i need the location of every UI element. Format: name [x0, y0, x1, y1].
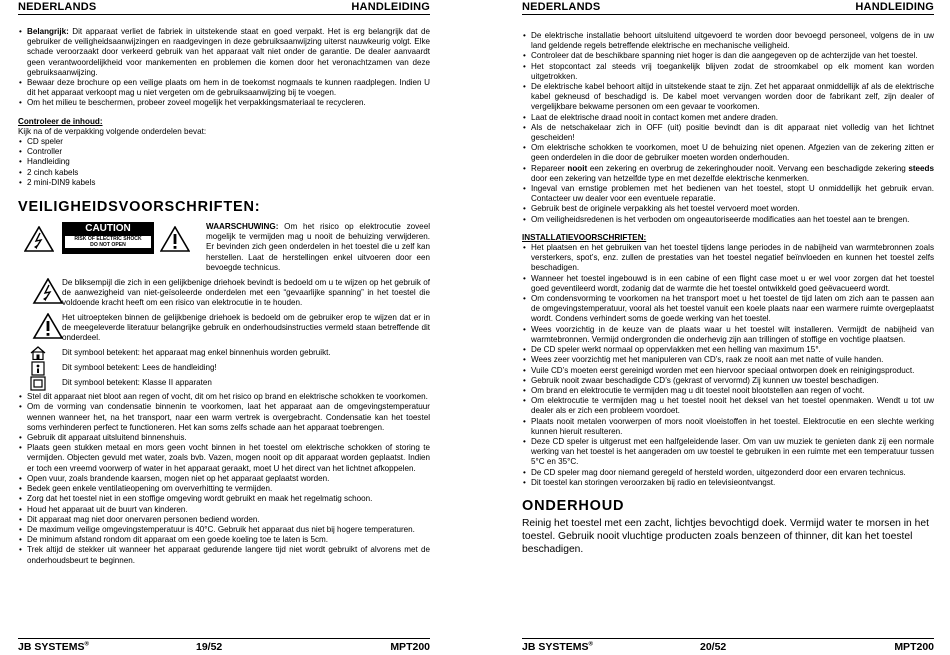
- warning-text: WAARSCHUWING: Om het risico op elektrocutie zoveel mogelijk te vermijden mag u nooit de behuizing verwijderen. Er bevinden zich geen onderdelen in het toestel die u zelf kan herstellen. Laat de herstellingen enkel uitvoeren door een bevoegde technicus.: [206, 222, 430, 272]
- install-title: INSTALLATIEVOORSCHRIFTEN:: [522, 232, 647, 242]
- footer-brand: JB SYSTEMS®: [18, 641, 89, 653]
- list-item: • Belangrijk: Dit apparaat verliet de fabriek in uitstekende staat en goed verpakt. Het is erg belangrijk dat de gebruiker de veiligheidsaanwijzingen en raadgevingen in deze gebruiksaanwijzing uiterst nauwkeurig volgt. Elke schade veroorzaakt door verkeerd gebruik van het apparaat valt niet onder de garantie. De dealer aanvaardt geen verantwoordelijkheid voor mankementen en problemen die komen door het veronachtzamen van deze gebruiksaanwijzing.: [18, 27, 430, 78]
- list-item: • Wees zeer voorzichtig met het manipuleren van CD’s, raak ze nooit aan met natte of vuile handen.: [522, 355, 934, 365]
- maintenance-text: Reinig het toestel met een zacht, lichtjes bevochtigd doek. Vermijd water te morsen in het toestel. Gebruik nooit vluchtige producten zoals benzeen of thinner, dit kan het toestel beschadigen.: [522, 517, 929, 555]
- safety-title: VEILIGHEIDSVOORSCHRIFTEN:: [18, 199, 261, 216]
- page-header: [522, 0, 934, 15]
- symbol-indoor-text: Dit symbool betekent: het apparaat mag enkel binnenhuis worden gebruikt.: [62, 348, 331, 358]
- list-item: • Het stopcontact zal steeds vrij toegankelijk blijven zodat de stroomkabel op elk moment kan worden uitgetrokken.: [522, 62, 934, 82]
- list-item: • De maximum veilige omgevingstemperatuur is 40°C. Gebruik het apparaat dus niet bij hogere temperaturen.: [18, 525, 430, 535]
- list-item: • Plaats nooit metalen voorwerpen of mors nooit vloeistoffen in het toestel. Elektrocutie en een slechte werking kunnen hieruit resulteren.: [522, 417, 934, 437]
- manual-book-icon: [30, 361, 46, 376]
- caution-block: [18, 222, 430, 274]
- page-header: [18, 0, 430, 15]
- list-item: • Houd het apparaat uit de buurt van kinderen.: [18, 505, 430, 515]
- symbol-class2-row: [18, 376, 430, 391]
- list-item: • Om brand en elektrocutie te vermijden mag u dit toestel nooit blootstellen aan regen of vocht.: [522, 386, 934, 396]
- list-item: • Bewaar deze brochure op een veilige plaats om hem in de toekomst nogmaals te kunnen raadplegen. Indien U dit het apparaat verkoopt mag u niet vergeten om de gebruiksaanwijzing bij te voegen.: [18, 78, 430, 98]
- page-footer: [522, 638, 934, 655]
- caution-subtitle: RISK OF ELECTRIC SHOCK DO NOT OPEN: [65, 236, 151, 248]
- list-item: • Bedek geen enkele ventilatieopening om oververhitting te vermijden.: [18, 484, 430, 494]
- contents-list: [18, 137, 430, 188]
- list-item: • Gebruik nooit zwaar beschadigde CD’s (gekrast of vervormd) Zij kunnen uw toestel beschadigen.: [522, 376, 934, 386]
- footer-model: MPT200: [390, 641, 430, 653]
- intro-list: [18, 27, 430, 109]
- header-language: NEDERLANDS: [18, 1, 97, 13]
- page-footer: [18, 638, 430, 655]
- footer-brand: JB SYSTEMS®: [522, 641, 593, 653]
- symbol-exclaim-row: [18, 313, 430, 344]
- list-item: • Om condensvorming te voorkomen na het transport moet u het toestel de tijd laten om zich aan te passen aan de omgevingstemperatuur, vooral als het toestel vanuit een koele plaats naar een warmere ruimte overgeplaatst wordt. Condens verhindert soms de goede werking van het toestel.: [522, 294, 934, 325]
- list-item: • Om elektrocutie te vermijden mag u het toestel nooit het deksel van het toestel openmaken. Wendt u tot uw dealer als er zich een probleem voordoet.: [522, 396, 934, 416]
- list-item: • 2 cinch kabels: [18, 168, 430, 178]
- list-item: • Om de vorming van condensatie binnenin te voorkomen, laat het apparaat aan de omgevingstemperatuur wennen wanneer het, na het transport, naar een warm vertrek is overgebracht. Condensatie kan het toestel soms verhinderen perfect te functioneren. Het kan soms zelfs schade aan het apparaat toebrengen.: [18, 402, 430, 433]
- list-item: • De elektrische kabel behoort altijd in uitstekende staat te zijn. Zet het apparaat onmiddellijk af als de elektrische kabel gekneusd of beschadigd is. De kabel moet vervangen worden door de fabrikant zelf, zijn dealer of vergelijkbare bekwame personen om een gevaar te voorkomen.: [522, 82, 934, 113]
- footer-page-number: 20/52: [700, 641, 727, 653]
- house-icon: [30, 346, 46, 360]
- install-list: [522, 243, 934, 488]
- list-item: • Ingeval van ernstige problemen met het bedienen van het toestel, stopt U onmiddellijk het gebruik ervan. Contacteer uw dealer voor een eventuele reparatie.: [522, 184, 934, 204]
- list-item: • De elektrische installatie behoort uitsluitend uitgevoerd te worden door bevoegd personeel, volgens de in uw land geldende regels betreffende elektrische en mechanische veiligheid.: [522, 31, 934, 51]
- list-item: • Open vuur, zoals brandende kaarsen, mogen niet op het apparaat geplaatst worden.: [18, 474, 430, 484]
- lightning-triangle-icon: [24, 226, 54, 252]
- list-item: • Plaats geen stukken metaal en mors geen vocht binnen in het toestel om elektrische schokken of storing te vermijden. Objecten gevuld met water, zoals bvb. Vazen, mogen nooit op dit apparaat worden geplaatst. Indien er toch een vreemd voorwerp of water in het apparaat geraakt, moet U het direct van het lichtnet afkoppelen.: [18, 443, 430, 474]
- list-item: • Controller: [18, 147, 430, 157]
- list-item: • Om het milieu te beschermen, probeer zoveel mogelijk het verpakkingsmateriaal te recycleren.: [18, 98, 430, 108]
- symbol-lightning-row: [18, 278, 430, 309]
- list-item: • De CD speler werkt normaal op oppervlakken met een helling van maximum 15°.: [522, 345, 934, 355]
- header-title: HANDLEIDING: [855, 1, 934, 13]
- list-item: • De minimum afstand rondom dit apparaat om een goede koeling toe te laten is 5cm.: [18, 535, 430, 545]
- list-item: • Vuile CD’s moeten eerst gereinigd worden met een hiervoor speciaal ontworpen doek en reinigingsproduct.: [522, 366, 934, 376]
- footer-model: MPT200: [894, 641, 934, 653]
- symbol-indoor-row: [18, 346, 430, 361]
- list-item: • Deze CD speler is uitgerust met een halfgeleidende laser. Om van uw muziek te genieten dank zij een normale werking van het toestel is het aangeraden om uw toestel te gebruiken in een ruimte met een temperatuur tussen 5°C en 35°C.: [522, 437, 934, 468]
- contents-title: Controleer de inhoud:: [18, 116, 103, 126]
- caution-box: [62, 222, 154, 254]
- list-item: • Controleer dat de beschikbare spanning niet hoger is dan die aangegeven op de achterzijde van het toestel.: [522, 51, 934, 61]
- page-content: [522, 31, 934, 556]
- electrical-list: [522, 31, 934, 225]
- list-item: • Het plaatsen en het gebruiken van het toestel tijdens lange periodes in de nabijheid van warmtebronnen zoals versterkers, spot’s, enz. zullen de prestaties van het toestel negatief beïnvloeden en kunnen het toestel zelfs beschadigen.: [522, 243, 934, 274]
- list-item: • Stel dit apparaat niet bloot aan regen of vocht, dit om het risico op brand en elektrische schokken te voorkomen.: [18, 392, 430, 402]
- list-item: • 2 mini-DIN9 kabels: [18, 178, 430, 188]
- list-item: • Om veiligheidsredenen is het verboden om ongeautoriseerde modificaties aan het toestel aan te brengen.: [522, 215, 934, 225]
- page-left: [18, 0, 430, 654]
- header-title: HANDLEIDING: [351, 1, 430, 13]
- list-item: • Dit apparaat mag niet door onervaren personen bediend worden.: [18, 515, 430, 525]
- list-item: • Dit toestel kan storingen veroorzaken bij radio en televisieontvangst.: [522, 478, 934, 488]
- list-item: • Trek altijd de stekker uit wanneer het apparaat gedurende langere tijd niet wordt gebruikt of alvorens met de onderhoudsbeurt te beginnen.: [18, 545, 430, 565]
- symbol-read-text: Dit symbool betekent: Lees de handleiding!: [62, 363, 217, 373]
- page-content: [18, 27, 430, 566]
- contents-intro: Kijk na of de verpakking volgende onderdelen bevat:: [18, 126, 207, 136]
- double-square-icon: [30, 376, 46, 391]
- list-item: • Gebruik dit apparaat uitsluitend binnenshuis.: [18, 433, 430, 443]
- caution-title: CAUTION: [85, 223, 131, 235]
- caution-label: [18, 222, 198, 268]
- list-item: • De CD speler mag door niemand geregeld of hersteld worden, uitgezonderd door een ervaren technicus.: [522, 468, 934, 478]
- footer-page-number: 19/52: [196, 641, 223, 653]
- symbol-lightning-text: De bliksempijl die zich in een gelijkbenige driehoek bevindt is bedoeld om u te wijzen op het gebruik of de aanwezigheid van niet-geïsoleerde onderdelen met een “gevaarlijke spanning” in het toestel die voldoende kracht heeft om een risico van elektrocutie in te houden.: [62, 278, 430, 308]
- list-item: • Zorg dat het toestel niet in een stoffige omgeving wordt gebruikt en maak het regelmatig schoon.: [18, 494, 430, 504]
- exclamation-triangle-icon: [28, 313, 68, 339]
- safety-list: [18, 392, 430, 565]
- list-item: • Als de netschakelaar zich in OFF (uit) positie bevindt dan is dit apparaat niet volledig van het lichtnet gescheiden!: [522, 123, 934, 143]
- maintenance-title: ONDERHOUD: [522, 497, 625, 514]
- symbol-class2-text: Dit symbool betekent: Klasse II apparaten: [62, 378, 212, 388]
- list-item: • Wees voorzichtig in de keuze van de plaats waar u het toestel wilt installeren. Vermijdt de nabijheid van warmtebronnen. Vermijd ondergronden die onderhevig zijn aan trillingen of stoffige en vochtige plaatsen.: [522, 325, 934, 345]
- exclamation-triangle-icon: [160, 226, 190, 252]
- header-language: NEDERLANDS: [522, 1, 601, 13]
- list-item: • Gebruik best de originele verpakking als het toestel vervoerd moet worden.: [522, 204, 934, 214]
- lightning-triangle-icon: [28, 278, 68, 304]
- list-item: • CD speler: [18, 137, 430, 147]
- list-item: • Om elektrische schokken te voorkomen, moet U de behuizing niet openen. Afgezien van de zekering zitten er geen onderdelen in die door de gebruiker moeten worden onderhouden.: [522, 143, 934, 163]
- list-item: • Handleiding: [18, 157, 430, 167]
- symbol-exclaim-text: Het uitroepteken binnen de gelijkbenige driehoek is bedoeld om de gebruiker erop te wijzen dat er in de meegeleverde literatuur belangrijke gebruik en onderhoudsinstructies vermeld staan betreffende dit onderdeel.: [62, 312, 430, 343]
- list-item: • Wanneer het toestel ingebouwd is in een cabine of een flight case moet u er wel voor zorgen dat het toestel goed geventileerd wordt, zodanig dat de warmte die het toestel ontwikkeld goed geëvacueerd wordt.: [522, 274, 934, 294]
- symbol-read-row: [18, 361, 430, 376]
- list-item: • Laat de elektrische draad nooit in contact komen met andere draden.: [522, 113, 934, 123]
- list-item: • Repareer nooit een zekering en overbrug de zekeringhouder nooit. Vervang een beschadigde zekering steeds door een zekering van hetzelfde type en met dezelfde elektrische kenmerken.: [522, 164, 934, 184]
- page-right: [522, 0, 934, 654]
